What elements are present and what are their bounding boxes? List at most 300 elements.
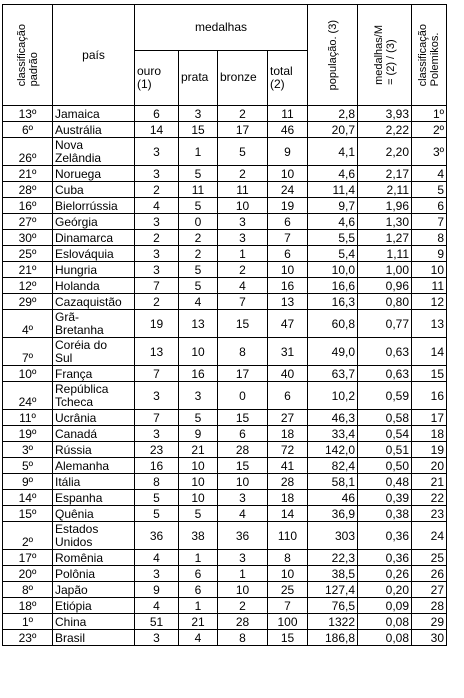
cell-bronze: 11 — [218, 182, 268, 198]
cell-rank: 17º — [3, 550, 53, 566]
cell-medals-per-million: 0,08 — [358, 614, 412, 630]
table-row — [3, 214, 447, 230]
cell-total: 110 — [268, 522, 308, 550]
cell-gold: 7 — [135, 410, 179, 426]
header-bronze: bronze — [218, 50, 268, 105]
cell-silver: 4 — [179, 294, 218, 310]
cell-silver: 2 — [179, 246, 218, 262]
cell-gold: 3 — [135, 214, 179, 230]
cell-country: Quênia — [53, 506, 135, 522]
cell-country: Hungria — [53, 262, 135, 278]
cell-rank: 10º — [3, 366, 53, 382]
cell-country: França — [53, 366, 135, 382]
cell-medals-per-million: 0,50 — [358, 458, 412, 474]
cell-rank-polemikos: 27 — [412, 582, 447, 598]
cell-rank: 9º — [3, 474, 53, 490]
cell-rank: 4º — [3, 310, 53, 338]
cell-medals-per-million: 2,22 — [358, 122, 412, 138]
cell-bronze: 17 — [218, 366, 268, 382]
cell-rank: 26º — [3, 138, 53, 166]
cell-population: 46 — [308, 490, 358, 506]
cell-country: Noruega — [53, 166, 135, 182]
cell-silver: 9 — [179, 426, 218, 442]
cell-country: Nova Zelândia — [53, 138, 135, 166]
cell-total: 24 — [268, 182, 308, 198]
cell-rank: 7º — [3, 338, 53, 366]
cell-medals-per-million: 2,20 — [358, 138, 412, 166]
cell-total: 15 — [268, 630, 308, 646]
cell-total: 11 — [268, 106, 308, 122]
cell-country: Geórgia — [53, 214, 135, 230]
cell-bronze: 0 — [218, 382, 268, 410]
cell-rank-polemikos: 11 — [412, 278, 447, 294]
cell-medals-per-million: 0,39 — [358, 490, 412, 506]
cell-population: 10,2 — [308, 382, 358, 410]
cell-gold: 8 — [135, 474, 179, 490]
table-row — [3, 410, 447, 426]
cell-country: Romênia — [53, 550, 135, 566]
table-header — [3, 5, 447, 106]
cell-rank: 19º — [3, 426, 53, 442]
cell-silver: 3 — [179, 382, 218, 410]
cell-medals-per-million: 0,48 — [358, 474, 412, 490]
cell-medals-per-million: 0,63 — [358, 338, 412, 366]
cell-silver: 10 — [179, 338, 218, 366]
table-row — [3, 630, 447, 646]
cell-country: Itália — [53, 474, 135, 490]
cell-gold: 13 — [135, 338, 179, 366]
cell-gold: 9 — [135, 582, 179, 598]
cell-rank: 30º — [3, 230, 53, 246]
table-row — [3, 614, 447, 630]
cell-silver: 1 — [179, 598, 218, 614]
cell-silver: 5 — [179, 262, 218, 278]
cell-gold: 3 — [135, 566, 179, 582]
cell-rank: 18º — [3, 598, 53, 614]
header-medals-per-million-label: medalhas/M = (2) / (3) — [372, 25, 397, 85]
cell-population: 11,4 — [308, 182, 358, 198]
cell-total: 40 — [268, 366, 308, 382]
cell-total: 16 — [268, 278, 308, 294]
cell-total: 7 — [268, 598, 308, 614]
cell-silver: 5 — [179, 166, 218, 182]
cell-population: 76,5 — [308, 598, 358, 614]
header-rank-polemikos-label: classificação Polemikos. — [417, 23, 441, 87]
header-gold: ouro (1) — [135, 50, 179, 105]
cell-bronze: 7 — [218, 294, 268, 310]
table-row — [3, 426, 447, 442]
cell-silver: 1 — [179, 138, 218, 166]
cell-rank-polemikos: 13 — [412, 310, 447, 338]
cell-silver: 13 — [179, 310, 218, 338]
cell-rank: 16º — [3, 198, 53, 214]
cell-rank-polemikos: 3º — [412, 138, 447, 166]
header-silver: prata — [179, 50, 218, 105]
cell-medals-per-million: 0,26 — [358, 566, 412, 582]
cell-silver: 21 — [179, 442, 218, 458]
cell-medals-per-million: 1,27 — [358, 230, 412, 246]
cell-rank-polemikos: 21 — [412, 474, 447, 490]
cell-total: 46 — [268, 122, 308, 138]
cell-medals-per-million: 2,11 — [358, 182, 412, 198]
cell-silver: 38 — [179, 522, 218, 550]
cell-gold: 3 — [135, 166, 179, 182]
cell-rank-polemikos: 18 — [412, 426, 447, 442]
cell-rank: 15º — [3, 506, 53, 522]
header-rank-standard — [3, 5, 53, 106]
cell-country: Canadá — [53, 426, 135, 442]
cell-silver: 21 — [179, 614, 218, 630]
table-row — [3, 122, 447, 138]
cell-medals-per-million: 3,93 — [358, 106, 412, 122]
cell-bronze: 28 — [218, 442, 268, 458]
cell-total: 19 — [268, 198, 308, 214]
cell-rank-polemikos: 5 — [412, 182, 447, 198]
cell-silver: 5 — [179, 198, 218, 214]
cell-total: 28 — [268, 474, 308, 490]
cell-medals-per-million: 0,08 — [358, 630, 412, 646]
cell-population: 142,0 — [308, 442, 358, 458]
medal-ranking-table — [2, 4, 447, 646]
cell-rank: 21º — [3, 166, 53, 182]
cell-gold: 3 — [135, 262, 179, 278]
cell-rank-polemikos: 25 — [412, 550, 447, 566]
cell-rank-polemikos: 4 — [412, 166, 447, 182]
cell-country: Rússia — [53, 442, 135, 458]
cell-bronze: 3 — [218, 490, 268, 506]
cell-total: 10 — [268, 166, 308, 182]
cell-bronze: 15 — [218, 410, 268, 426]
cell-total: 25 — [268, 582, 308, 598]
cell-population: 303 — [308, 522, 358, 550]
table-body — [3, 106, 447, 646]
header-rank-polemikos — [412, 5, 447, 106]
cell-medals-per-million: 0,63 — [358, 366, 412, 382]
cell-silver: 1 — [179, 550, 218, 566]
cell-population: 16,6 — [308, 278, 358, 294]
cell-rank: 20º — [3, 566, 53, 582]
cell-bronze: 3 — [218, 230, 268, 246]
cell-total: 31 — [268, 338, 308, 366]
cell-gold: 36 — [135, 522, 179, 550]
cell-country: Dinamarca — [53, 230, 135, 246]
cell-population: 2,8 — [308, 106, 358, 122]
cell-rank-polemikos: 28 — [412, 598, 447, 614]
cell-bronze: 10 — [218, 582, 268, 598]
cell-rank-polemikos: 16 — [412, 382, 447, 410]
cell-population: 5,5 — [308, 230, 358, 246]
cell-population: 36,9 — [308, 506, 358, 522]
cell-silver: 3 — [179, 106, 218, 122]
cell-medals-per-million: 0,36 — [358, 522, 412, 550]
cell-gold: 2 — [135, 230, 179, 246]
cell-medals-per-million: 0,59 — [358, 382, 412, 410]
cell-bronze: 6 — [218, 426, 268, 442]
cell-population: 1322 — [308, 614, 358, 630]
cell-rank: 11º — [3, 410, 53, 426]
cell-total: 41 — [268, 458, 308, 474]
cell-rank-polemikos: 26 — [412, 566, 447, 582]
cell-medals-per-million: 0,51 — [358, 442, 412, 458]
cell-rank-polemikos: 30 — [412, 630, 447, 646]
cell-country: Cazaquistão — [53, 294, 135, 310]
table-row — [3, 382, 447, 410]
cell-medals-per-million: 0,54 — [358, 426, 412, 442]
cell-population: 4,6 — [308, 214, 358, 230]
cell-gold: 4 — [135, 550, 179, 566]
cell-total: 10 — [268, 262, 308, 278]
cell-rank: 2º — [3, 522, 53, 550]
cell-rank-polemikos: 22 — [412, 490, 447, 506]
table-row — [3, 474, 447, 490]
cell-rank-polemikos: 7 — [412, 214, 447, 230]
cell-rank-polemikos: 10 — [412, 262, 447, 278]
cell-bronze: 28 — [218, 614, 268, 630]
cell-bronze: 1 — [218, 566, 268, 582]
cell-total: 14 — [268, 506, 308, 522]
cell-silver: 10 — [179, 458, 218, 474]
cell-silver: 0 — [179, 214, 218, 230]
cell-gold: 14 — [135, 122, 179, 138]
table-row — [3, 506, 447, 522]
cell-bronze: 3 — [218, 214, 268, 230]
cell-rank-polemikos: 15 — [412, 366, 447, 382]
cell-country: Grã- Bretanha — [53, 310, 135, 338]
cell-country: Holanda — [53, 278, 135, 294]
cell-silver: 10 — [179, 490, 218, 506]
cell-medals-per-million: 0,77 — [358, 310, 412, 338]
cell-population: 20,7 — [308, 122, 358, 138]
table-row — [3, 550, 447, 566]
header-population-label: população. (3) — [326, 19, 339, 91]
cell-medals-per-million: 0,36 — [358, 550, 412, 566]
cell-rank: 24º — [3, 382, 53, 410]
cell-population: 33,4 — [308, 426, 358, 442]
cell-silver: 15 — [179, 122, 218, 138]
cell-gold: 5 — [135, 490, 179, 506]
cell-gold: 3 — [135, 426, 179, 442]
header-population — [308, 5, 358, 106]
table-row — [3, 262, 447, 278]
cell-country: Espanha — [53, 490, 135, 506]
cell-gold: 2 — [135, 294, 179, 310]
cell-bronze: 2 — [218, 106, 268, 122]
cell-total: 6 — [268, 214, 308, 230]
cell-rank-polemikos: 19 — [412, 442, 447, 458]
cell-country: Etiópia — [53, 598, 135, 614]
cell-gold: 3 — [135, 138, 179, 166]
cell-rank: 12º — [3, 278, 53, 294]
cell-population: 60,8 — [308, 310, 358, 338]
cell-population: 4,1 — [308, 138, 358, 166]
cell-medals-per-million: 1,96 — [358, 198, 412, 214]
cell-rank: 6º — [3, 122, 53, 138]
cell-gold: 3 — [135, 382, 179, 410]
cell-country: Japão — [53, 582, 135, 598]
header-rank-standard-label: classificação padrão — [15, 23, 40, 87]
table-row — [3, 138, 447, 166]
cell-country: República Tcheca — [53, 382, 135, 410]
cell-country: Estados Unidos — [53, 522, 135, 550]
cell-total: 6 — [268, 246, 308, 262]
cell-population: 186,8 — [308, 630, 358, 646]
table-row — [3, 294, 447, 310]
cell-medals-per-million: 0,38 — [358, 506, 412, 522]
cell-population: 63,7 — [308, 366, 358, 382]
cell-silver: 2 — [179, 230, 218, 246]
table-row — [3, 198, 447, 214]
cell-silver: 16 — [179, 366, 218, 382]
cell-population: 38,5 — [308, 566, 358, 582]
cell-rank: 23º — [3, 630, 53, 646]
cell-gold: 5 — [135, 506, 179, 522]
cell-total: 72 — [268, 442, 308, 458]
cell-bronze: 4 — [218, 278, 268, 294]
cell-bronze: 2 — [218, 262, 268, 278]
cell-population: 127,4 — [308, 582, 358, 598]
cell-total: 6 — [268, 382, 308, 410]
cell-gold: 6 — [135, 106, 179, 122]
cell-gold: 7 — [135, 278, 179, 294]
cell-rank: 8º — [3, 582, 53, 598]
cell-gold: 23 — [135, 442, 179, 458]
cell-rank-polemikos: 9 — [412, 246, 447, 262]
cell-total: 18 — [268, 490, 308, 506]
cell-silver: 5 — [179, 506, 218, 522]
cell-total: 100 — [268, 614, 308, 630]
cell-medals-per-million: 0,80 — [358, 294, 412, 310]
cell-bronze: 15 — [218, 310, 268, 338]
table-row — [3, 246, 447, 262]
cell-country: Jamaica — [53, 106, 135, 122]
cell-country: Austrália — [53, 122, 135, 138]
cell-bronze: 10 — [218, 474, 268, 490]
cell-total: 8 — [268, 550, 308, 566]
cell-bronze: 4 — [218, 506, 268, 522]
cell-population: 9,7 — [308, 198, 358, 214]
table-row — [3, 582, 447, 598]
header-total: total (2) — [268, 50, 308, 105]
cell-bronze: 2 — [218, 598, 268, 614]
cell-rank-polemikos: 8 — [412, 230, 447, 246]
cell-country: Coréia do Sul — [53, 338, 135, 366]
cell-silver: 6 — [179, 566, 218, 582]
cell-population: 82,4 — [308, 458, 358, 474]
header-medals: medalhas — [135, 5, 308, 51]
cell-total: 47 — [268, 310, 308, 338]
cell-rank: 1º — [3, 614, 53, 630]
cell-rank: 25º — [3, 246, 53, 262]
table-row — [3, 442, 447, 458]
cell-rank-polemikos: 17 — [412, 410, 447, 426]
cell-medals-per-million: 2,17 — [358, 166, 412, 182]
header-medals-per-million — [358, 5, 412, 106]
table-row — [3, 182, 447, 198]
cell-rank: 29º — [3, 294, 53, 310]
cell-population: 58,1 — [308, 474, 358, 490]
cell-rank-polemikos: 24 — [412, 522, 447, 550]
cell-country: Ucrânia — [53, 410, 135, 426]
cell-population: 4,6 — [308, 166, 358, 182]
cell-total: 9 — [268, 138, 308, 166]
cell-rank-polemikos: 2º — [412, 122, 447, 138]
cell-bronze: 1 — [218, 246, 268, 262]
cell-country: Polônia — [53, 566, 135, 582]
cell-rank-polemikos: 12 — [412, 294, 447, 310]
table-row — [3, 106, 447, 122]
cell-rank: 21º — [3, 262, 53, 278]
cell-country: Bielorrússia — [53, 198, 135, 214]
table-row — [3, 566, 447, 582]
cell-medals-per-million: 1,11 — [358, 246, 412, 262]
cell-rank: 14º — [3, 490, 53, 506]
cell-total: 13 — [268, 294, 308, 310]
cell-rank: 28º — [3, 182, 53, 198]
cell-silver: 6 — [179, 582, 218, 598]
cell-country: Alemanha — [53, 458, 135, 474]
cell-population: 5,4 — [308, 246, 358, 262]
table-row — [3, 278, 447, 294]
cell-gold: 16 — [135, 458, 179, 474]
cell-bronze: 15 — [218, 458, 268, 474]
cell-rank-polemikos: 1º — [412, 106, 447, 122]
table-row — [3, 490, 447, 506]
cell-total: 18 — [268, 426, 308, 442]
cell-gold: 4 — [135, 198, 179, 214]
cell-medals-per-million: 0,20 — [358, 582, 412, 598]
cell-country: Eslováquia — [53, 246, 135, 262]
cell-medals-per-million: 0,58 — [358, 410, 412, 426]
cell-total: 7 — [268, 230, 308, 246]
cell-population: 49,0 — [308, 338, 358, 366]
cell-medals-per-million: 0,96 — [358, 278, 412, 294]
table-row — [3, 166, 447, 182]
cell-bronze: 17 — [218, 122, 268, 138]
cell-bronze: 2 — [218, 166, 268, 182]
table-row — [3, 230, 447, 246]
cell-rank-polemikos: 29 — [412, 614, 447, 630]
cell-gold: 7 — [135, 366, 179, 382]
cell-country: Cuba — [53, 182, 135, 198]
cell-silver: 10 — [179, 474, 218, 490]
cell-population: 46,3 — [308, 410, 358, 426]
cell-bronze: 5 — [218, 138, 268, 166]
cell-population: 10,0 — [308, 262, 358, 278]
cell-bronze: 8 — [218, 338, 268, 366]
cell-bronze: 36 — [218, 522, 268, 550]
table-row — [3, 366, 447, 382]
cell-rank-polemikos: 6 — [412, 198, 447, 214]
table-row — [3, 598, 447, 614]
cell-medals-per-million: 1,30 — [358, 214, 412, 230]
table-row — [3, 338, 447, 366]
cell-gold: 3 — [135, 246, 179, 262]
cell-gold: 4 — [135, 598, 179, 614]
cell-gold: 51 — [135, 614, 179, 630]
cell-silver: 4 — [179, 630, 218, 646]
cell-rank: 5º — [3, 458, 53, 474]
cell-medals-per-million: 0,09 — [358, 598, 412, 614]
cell-gold: 2 — [135, 182, 179, 198]
cell-rank-polemikos: 23 — [412, 506, 447, 522]
cell-silver: 11 — [179, 182, 218, 198]
cell-rank: 3º — [3, 442, 53, 458]
cell-country: Brasil — [53, 630, 135, 646]
cell-bronze: 3 — [218, 550, 268, 566]
cell-gold: 3 — [135, 630, 179, 646]
cell-gold: 19 — [135, 310, 179, 338]
cell-total: 10 — [268, 566, 308, 582]
